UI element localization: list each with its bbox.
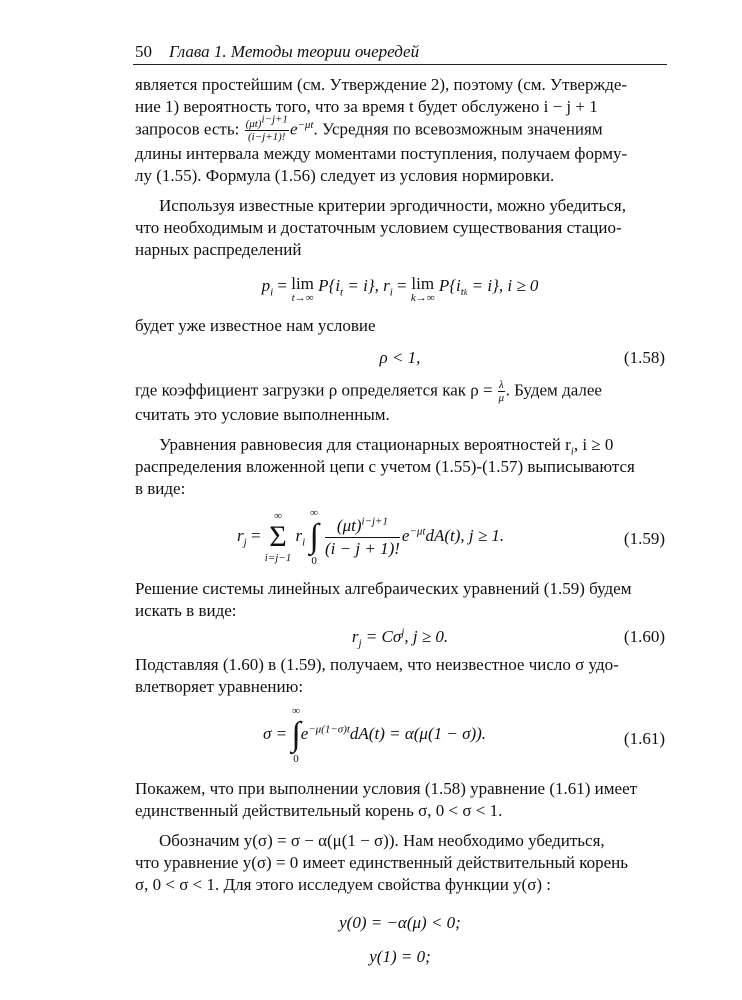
eq-r-sub: i [389,286,393,299]
fraction-numerator: (μt) [336,515,362,535]
page-number: 50 [135,42,152,61]
eq-prob-1-end: = i}, r [343,276,390,295]
paragraph-7 [135,654,665,698]
limit-operator-t [291,275,314,304]
eq-rhs-end: , j ≥ 0. [404,627,449,646]
sum-lower-limit: i=j−1 [264,552,292,564]
fraction-numerator: λ [498,379,504,391]
eq-lhs: r [351,627,359,646]
text-line: Подставляя (1.60) в (1.59), получаем, что неизвестное число σ удо- [135,655,619,674]
equation-1-61 [135,700,665,778]
text-line: считать это условие выполненным. [135,405,390,424]
eq-prob-1: P{i [318,276,341,295]
eq-rhs: = Cσ [361,627,402,646]
limit-operator-k [411,275,435,304]
equation-number: (1.59) [623,529,665,548]
paragraph-8 [135,778,665,822]
eq-prob-1-sub: t [340,286,344,299]
fraction-denominator: μ [498,392,504,404]
text-line: Обозначим y(σ) = σ − α(μ(1 − σ)). Нам необходимо убедиться, [159,831,605,850]
lim-label: lim [411,274,435,293]
text-line: распределения вложенной цепи с учетом (1.55)-(1.57) выписываются [135,457,635,476]
page-body [135,74,665,974]
eq-lhs-sub: j [358,637,362,650]
text-line: σ, 0 < σ < 1. Для этого исследуем свойства функции y(σ) : [135,875,552,894]
eq-p-lhs: p [261,276,271,295]
text-line [135,113,665,143]
text-line: ние 1) вероятность того, что за время t будет обслужено i − j + 1 [135,97,598,116]
sum-symbol: Σ [269,520,287,553]
equation-1-59 [135,502,665,578]
lim-label: lim [291,274,314,293]
text-line: что уравнение y(σ) = 0 имеет единственный действительный корень [135,853,628,872]
fraction-poisson [325,515,400,560]
eq-equals: = [273,276,292,295]
paragraph-1 [135,74,665,187]
eq-prob-2-end: = i}, i ≥ 0 [467,276,539,295]
running-header [133,40,667,65]
inline-fraction-poisson [245,113,289,143]
fraction-numerator-exponent: i−j+1 [361,514,388,527]
equation-stationary-limits [135,263,665,315]
text-fragment: где коэффициент загрузки ρ определяется как ρ = [135,380,493,400]
eq-body-exponent: −μ(1−σ)t [308,723,350,736]
text-line: лу (1.55). Формула (1.56) следует из условия нормировки. [135,166,555,185]
text-line: в виде: [135,479,186,498]
fraction-numerator-exponent: i−j+1 [261,113,288,126]
sum-operator [265,510,291,564]
paragraph-4 [135,379,665,426]
equation-y0 [135,898,665,938]
paragraph-2 [135,195,665,261]
integral-operator [291,704,300,766]
paragraph-9 [135,830,665,896]
eq-prob-2-sub: tk [460,286,468,299]
text-line: Покажем, что при выполнении условия (1.58) уравнение (1.61) имеет [135,779,638,798]
equation-number: (1.61) [623,729,665,748]
text-line: Используя известные критерии эргодичности, можно убедиться, [159,196,626,215]
lim-subscript: k→∞ [410,292,435,304]
eq-lhs: σ = [263,723,292,743]
eq-equals: = [392,276,411,295]
text-line: Решение системы линейных алгебраических уравнений (1.59) будем [135,579,632,598]
eq-tail-exponent: −μt [409,525,426,538]
text-fragment: . Усредняя по всевозможным значениям [313,119,603,139]
text-line: Уравнения равновесия для стационарных вероятностей $r_i$, i ≥ 0 [159,435,614,458]
text-line: нарных распределений [135,240,302,259]
paragraph-3: будет уже известное нам условие [135,316,376,335]
fraction-denominator: (i − j + 1)! [325,538,400,558]
eq-expression: ρ < 1, [379,348,421,367]
text-fragment: . Будем далее [505,380,602,400]
fraction-denominator: (i−j+1)! [248,131,286,143]
eq-expression: y(1) = 0; [369,947,431,966]
eq-p-lhs-sub: i [270,286,274,299]
fraction-numerator: (μt) [245,118,262,130]
integral-upper-limit: ∞ [310,507,319,519]
text-line: единственный действительный корень σ, 0 < σ < 1. [135,801,503,820]
eq-tail-end: dA(t), j ≥ 1. [425,525,505,545]
integral-operator [309,506,318,568]
eq-tail: e [401,525,410,545]
eq-rhs-exponent: j [401,626,405,639]
integral-upper-limit: ∞ [292,705,300,717]
eq-body-end: dA(t) = α(μ(1 − σ)). [349,723,487,743]
sum-upper-limit: ∞ [274,510,282,522]
equation-1-60 [135,624,665,654]
r-subscript: i [570,445,574,458]
equation-number: (1.60) [623,627,665,646]
lim-subscript: t→∞ [291,292,314,304]
eq-body: e [300,723,309,743]
running-head-title: Глава 1. Методы теории очередей [169,42,420,61]
integral-symbol: ∫ [291,716,301,753]
exp-factor: e [289,119,298,139]
text-line: что необходимым и достаточным условием существования стацио- [135,218,622,237]
eq-r-i: r [295,525,303,545]
text-line: является простейшим (см. Утверждение 2), поэтому (см. Утвержде- [135,75,628,94]
paragraph-5 [135,434,665,500]
inline-fraction-rho [498,379,505,404]
equation-y1 [135,938,665,974]
eq-expression: y(0) = −α(μ) < 0; [339,913,461,932]
text-line: длины интервала между моментами поступления, получаем форму- [135,144,628,163]
eq-prob-2-subsub: k [463,288,468,298]
integral-symbol: ∫ [309,518,319,555]
text-line: искать в виде: [135,601,237,620]
equation-1-58 [135,339,665,379]
integral-lower-limit: 0 [311,555,317,567]
eq-equals: = [246,525,265,545]
text-fragment: запросов есть: [135,119,240,139]
integral-lower-limit: 0 [293,753,299,765]
eq-lhs-sub: j [243,536,247,549]
eq-prob-2: P{i [438,276,461,295]
eq-r-i-sub: i [302,536,306,549]
paragraph-6 [135,578,665,622]
text-line: влетворяет уравнению: [135,677,304,696]
exp-exponent: −μt [297,118,314,131]
equation-number: (1.58) [623,348,665,367]
eq-lhs: r [237,525,244,545]
text-line [135,379,665,404]
